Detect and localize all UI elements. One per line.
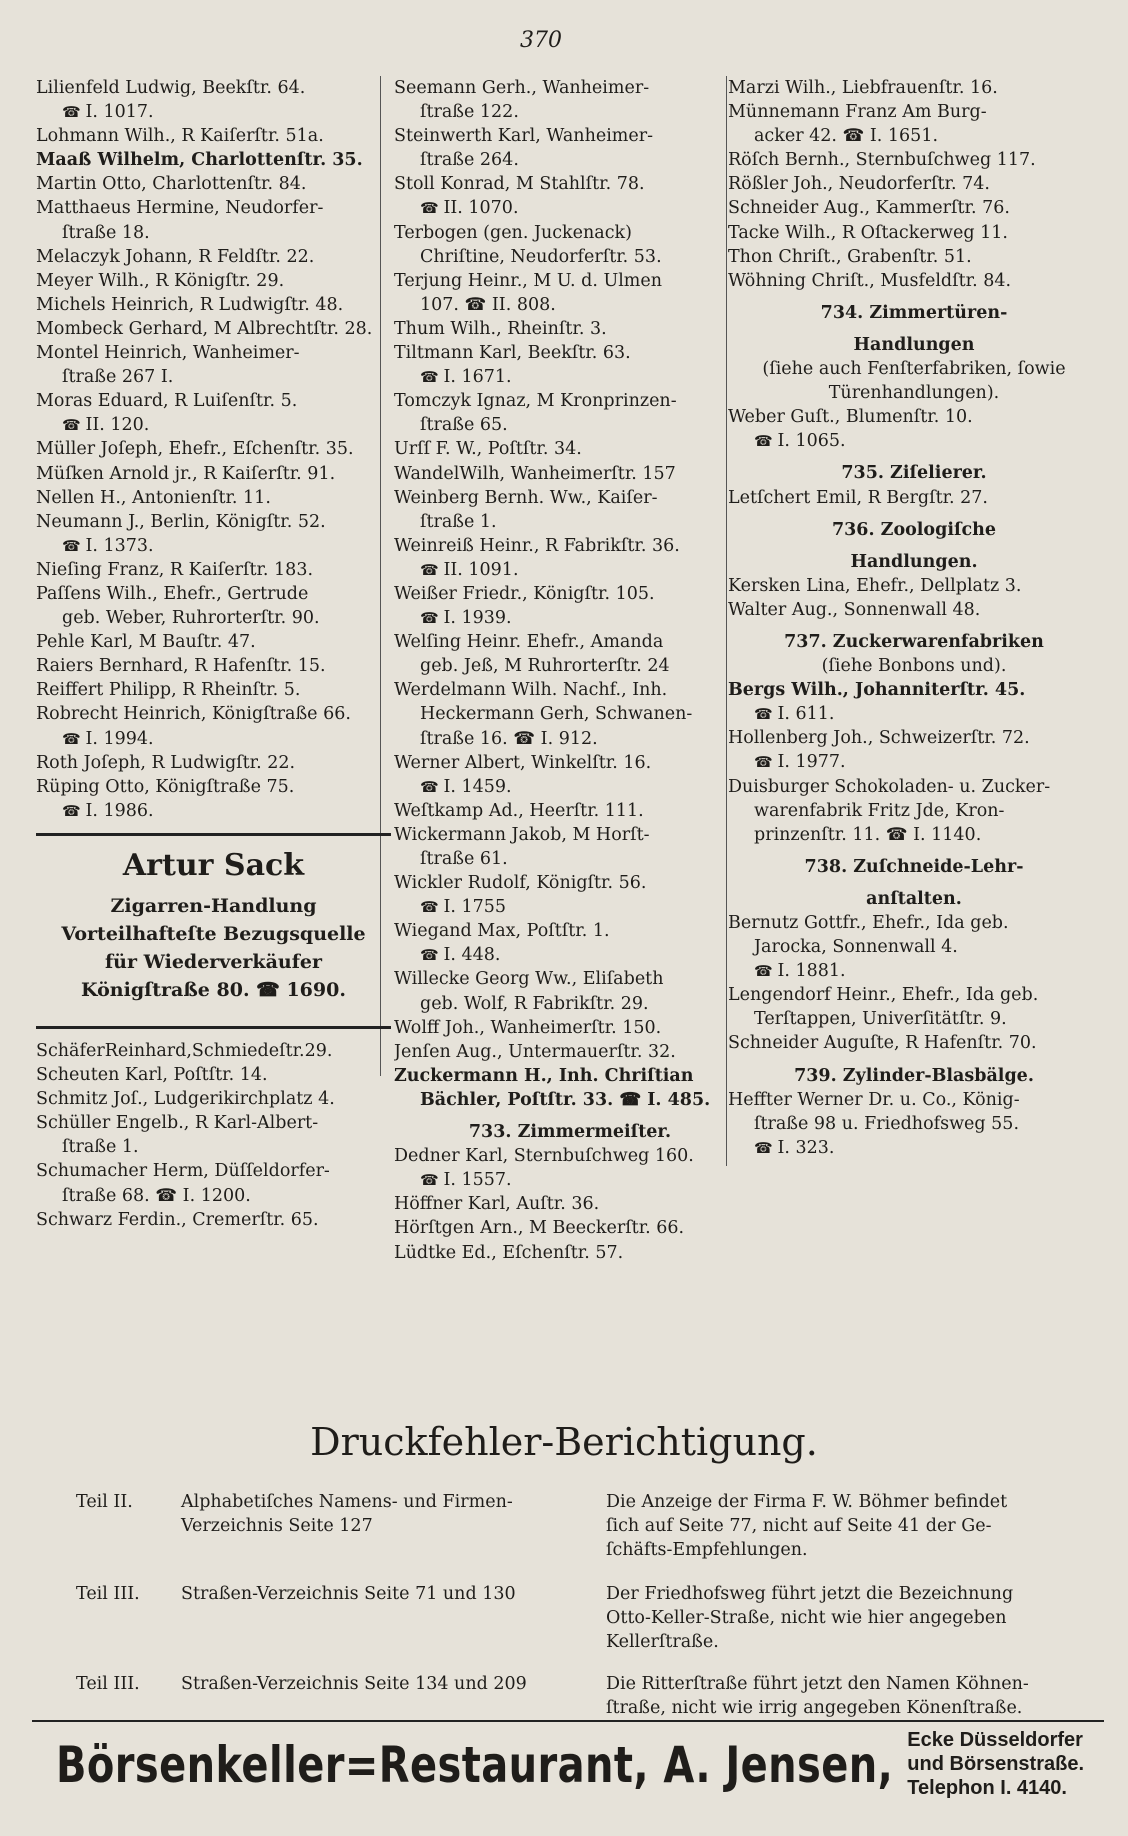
directory-entry: acker 42. ☎ I. 1651. <box>754 126 939 147</box>
directory-entry: Schumacher Herm, Düſſeldorfer- <box>36 1161 330 1182</box>
directory-entry: Höffner Karl, Auſtr. 36. <box>394 1194 600 1215</box>
column-1 <box>36 76 391 1232</box>
directory-entry: Matthaeus Hermine, Neudorfer- <box>36 198 324 219</box>
directory-entry: Tiltmann Karl, Beekſtr. 63. <box>394 343 631 364</box>
directory-entry: Nellen H., Antonienſtr. 11. <box>36 487 271 508</box>
telephone-entry: ☎ I. 1459. <box>394 775 746 799</box>
directory-entry: (ſiehe auch Fenſterfabriken, ſowie <box>762 359 1066 380</box>
directory-entry: Duisburger Schokoladen- u. Zucker- <box>728 776 1051 797</box>
directory-entry: Nieſing Franz, R Kaiſerſtr. 183. <box>36 559 314 580</box>
column-1-entries-continued <box>36 1039 391 1232</box>
directory-entry: Wickler Rudolf, Königſtr. 56. <box>394 873 647 894</box>
errata-reference <box>181 1582 641 1606</box>
telephone-entry: ☎ I. 1881. <box>728 959 1100 983</box>
directory-entry: Scheuten Karl, Poſtſtr. 14. <box>36 1065 268 1086</box>
telephone-entry: ☎ I. 1977. <box>728 750 1100 774</box>
directory-entry: Weinreiß Heinr., R Fabrikſtr. 36. <box>394 535 680 556</box>
directory-entry: Robrecht Heinrich, Königſtraße 66. <box>36 704 351 725</box>
directory-entry: Werdelmann Wilh. Nachf., Inh. <box>394 680 668 701</box>
directory-entry: Lohmann Wilh., R Kaiſerſtr. 51a. <box>36 126 324 147</box>
section-heading: 736. Zoologiſche <box>831 519 997 540</box>
errata-reference <box>181 1672 641 1696</box>
section-heading: 734. Zimmertüren- <box>820 302 1008 323</box>
ad-title: Artur Sack <box>122 847 305 883</box>
section-heading: 735. Ziſelierer. <box>841 463 987 484</box>
directory-entry: Schüller Engelb., R Karl-Albert- <box>36 1113 319 1134</box>
directory-entry: Terjung Heinr., M U. d. Ulmen <box>394 270 663 291</box>
directory-entry: Montel Heinrich, Wanheimer- <box>36 343 300 364</box>
directory-entry: Thum Wilh., Rheinſtr. 3. <box>394 318 607 339</box>
directory-entry: Schneider Aug., Kammerſtr. 76. <box>728 198 1010 219</box>
directory-entry: Tomczyk Ignaz, M Kronprinzen- <box>394 391 677 412</box>
directory-entry: ſtraße 264. <box>420 150 519 171</box>
telephone-entry: ☎ I. 1017. <box>36 100 391 124</box>
ad-line: Zigarren-Handlung <box>110 895 317 917</box>
section-heading: 737. Zuckerwarenfabriken <box>784 631 1044 652</box>
telephone-entry: ☎ I. 323. <box>728 1136 1100 1160</box>
directory-entry: Wickermann Jakob, M Horſt- <box>394 824 650 845</box>
telephone-entry: ☎ I. 1373. <box>36 534 391 558</box>
errata-reference-line: Straßen-Verzeichnis Seite 134 und 209 <box>181 1674 527 1694</box>
directory-entry: ſtraße 122. <box>420 102 519 123</box>
errata-correction-line: Otto-Keller-Straße, nicht wie hier angegeben <box>606 1608 1007 1628</box>
section-heading: anſtalten. <box>866 888 962 909</box>
directory-entry: ſtraße 1. <box>62 1137 139 1158</box>
errata-correction <box>606 1672 1106 1720</box>
directory-entry: Weſtkamp Ad., Heerſtr. 111. <box>394 800 644 821</box>
column-3-entries <box>728 76 1100 1160</box>
directory-entry: Weinberg Bernh. Ww., Kaiſer- <box>394 487 658 508</box>
directory-entry: Stoll Konrad, M Stahlſtr. 78. <box>394 174 645 195</box>
footer-address-line: Ecke Düsseldorfer <box>907 1729 1083 1751</box>
directory-entry: Schwarz Ferdin., Cremerſtr. 65. <box>36 1209 319 1230</box>
errata-title: Druckfehler-Berichtigung. <box>310 1420 818 1464</box>
errata-correction-line: ſchäfts-Empfehlungen. <box>606 1540 808 1560</box>
directory-entry: ſtraße 1. <box>420 511 497 532</box>
errata-correction-line: ſich auf Seite 77, nicht auf Seite 41 der Ge- <box>606 1516 992 1536</box>
directory-entry: Meyer Wilh., R Königſtr. 29. <box>36 270 285 291</box>
page-number: 370 <box>520 28 562 53</box>
telephone-entry: ☎ I. 1671. <box>394 365 746 389</box>
directory-entry: ſtraße 98 u. Friedhofsweg 55. <box>754 1113 1020 1134</box>
directory-entry: Maaß Wilhelm, Charlottenſtr. 35. <box>36 150 363 171</box>
directory-entry: Neumann J., Berlin, Königſtr. 52. <box>36 511 326 532</box>
directory-entry: geb. Jeß, M Ruhrorterſtr. 24 <box>420 656 670 677</box>
directory-entry: Wiegand Max, Poſtſtr. 1. <box>394 921 610 942</box>
directory-entry: Letſchert Emil, R Bergſtr. 27. <box>728 487 988 508</box>
directory-entry: Raiers Bernhard, R Hafenſtr. 15. <box>36 656 326 677</box>
ad-line: Vorteilhafteſte Bezugsquelle <box>61 923 366 945</box>
telephone-entry: ☎ I. 1755 <box>394 895 746 919</box>
directory-entry: Welſing Heinr. Ehefr., Amanda <box>394 632 664 653</box>
directory-entry: Terſtappen, Univerſitätſtr. 9. <box>754 1009 1007 1030</box>
errata-reference-line: Straßen-Verzeichnis Seite 71 und 130 <box>181 1584 516 1604</box>
directory-entry: Seemann Gerh., Wanheimer- <box>394 78 650 98</box>
directory-entry: ſtraße 18. <box>62 222 150 243</box>
directory-entry: Marzi Wilh., Liebfrauenſtr. 16. <box>728 78 998 98</box>
telephone-entry: ☎ I. 1065. <box>728 429 1100 453</box>
telephone-entry: ☎ II. 1070. <box>394 196 746 220</box>
directory-entry: warenfabrik Fritz Jde, Kron- <box>754 800 1005 821</box>
errata-part: Teil III. <box>76 1584 140 1604</box>
telephone-entry: ☎ I. 1986. <box>36 799 391 823</box>
errata-correction <box>606 1582 1106 1654</box>
directory-entry: Müſken Arnold jr., R Kaiſerſtr. 91. <box>36 463 336 484</box>
directory-entry: Reiffert Philipp, R Rheinſtr. 5. <box>36 680 301 701</box>
directory-entry: Schmitz Joſ., Ludgerikirchplatz 4. <box>36 1089 335 1110</box>
telephone-entry: ☎ II. 120. <box>36 413 391 437</box>
telephone-entry: ☎ II. 1091. <box>394 558 746 582</box>
telephone-entry: ☎ I. 448. <box>394 943 746 967</box>
section-heading: 738. Zuſchneide-Lehr- <box>804 856 1024 877</box>
section-heading: Handlungen <box>853 334 975 355</box>
directory-entry: Walter Aug., Sonnenwall 48. <box>728 599 981 620</box>
column-2 <box>394 76 746 1265</box>
directory-entry: Hörſtgen Arn., M Beeckerſtr. 66. <box>394 1218 685 1239</box>
directory-entry: Müller Joſeph, Ehefr., Eſchenſtr. 35. <box>36 439 354 460</box>
directory-entry: ſtraße 61. <box>420 849 508 869</box>
errata-correction-line: Der Friedhofsweg führt jetzt die Bezeichnung <box>606 1584 1014 1604</box>
directory-entry: Roth Joſeph, R Ludwigſtr. 22. <box>36 752 296 773</box>
directory-entry: geb. Weber, Ruhrorterſtr. 90. <box>62 608 320 629</box>
directory-entry: Paſſens Wilh., Ehefr., Gertrude <box>36 583 309 604</box>
directory-entry: WandelWilh, Wanheimerſtr. 157 <box>394 463 676 484</box>
directory-entry: Weißer Friedr., Königſtr. 105. <box>394 583 655 604</box>
errata-part: Teil III. <box>76 1674 140 1694</box>
telephone-entry: ☎ I. 611. <box>728 702 1100 726</box>
directory-entry: Jarocka, Sonnenwall 4. <box>754 937 958 958</box>
directory-entry: Werner Albert, Winkelſtr. 16. <box>394 752 652 773</box>
directory-entry: ſtraße 267 I. <box>62 367 174 388</box>
directory-entry: Zuckermann H., Inh. Chriſtian <box>394 1065 694 1086</box>
directory-entry: Kersken Lina, Ehefr., Dellplatz 3. <box>728 575 1022 596</box>
errata-correction-line: Die Ritterſtraße führt jetzt den Namen Köhnen- <box>606 1674 1029 1694</box>
errata-reference-line: Alphabetiſches Namens- und Firmen- <box>181 1492 513 1512</box>
ad-line: Königſtraße 80. ☎ 1690. <box>81 979 346 1001</box>
directory-entry: Lilienfeld Ludwig, Beekſtr. 64. <box>36 78 306 98</box>
directory-entry: Türenhandlungen). <box>828 383 1000 404</box>
directory-entry: Jenſen Aug., Untermauerſtr. 32. <box>394 1041 676 1062</box>
directory-entry: Schneider Auguſte, R Hafenſtr. 70. <box>728 1033 1037 1054</box>
directory-entry: Heffter Werner Dr. u. Co., König- <box>728 1089 1020 1110</box>
directory-entry: Thon Chriſt., Grabenſtr. 51. <box>728 246 972 267</box>
directory-entry: ſtraße 16. ☎ I. 912. <box>420 728 598 749</box>
directory-entry: Wöhning Chriſt., Musfeldſtr. 84. <box>728 270 1012 291</box>
errata-correction-line: ſtraße, nicht wie irrig angegeben Könenſtraße. <box>606 1698 1023 1718</box>
errata-part: Teil II. <box>76 1492 133 1512</box>
directory-entry: Rößler Joh., Neudorferſtr. 74. <box>728 174 990 195</box>
directory-entry: Dedner Karl, Sternbuſchweg 160. <box>394 1146 694 1167</box>
column-1-entries <box>36 76 391 823</box>
directory-entry: Steinwerth Karl, Wanheimer- <box>394 126 654 147</box>
directory-entry: (ſiehe Bonbons und). <box>821 656 1007 677</box>
footer-restaurant-name: Börsenkeller=Restaurant, A. Jensen, <box>56 1736 894 1794</box>
directory-entry: Hollenberg Joh., Schweizerſtr. 72. <box>728 728 1030 749</box>
directory-entry: Tacke Wilh., R Oſtackerweg 11. <box>728 222 1008 243</box>
column-3 <box>728 76 1100 1160</box>
directory-entry: Lengendorf Heinr., Ehefr., Ida geb. <box>728 985 1039 1006</box>
directory-entry: Terbogen (gen. Juckenack) <box>394 222 632 243</box>
footer-address-line: und Börsenstraße. <box>907 1753 1084 1775</box>
directory-entry: Willecke Georg Ww., Eliſabeth <box>394 969 664 990</box>
directory-entry: Bergs Wilh., Johanniterſtr. 45. <box>728 680 1026 701</box>
section-heading: 739. Zylinder-Blasbälge. <box>794 1065 1034 1086</box>
telephone-entry: ☎ I. 1994. <box>36 727 391 751</box>
errata-correction-line: Kellerſtraße. <box>606 1632 719 1652</box>
telephone-entry: ☎ I. 1557. <box>394 1168 746 1192</box>
footer-advertisement <box>32 1720 1104 1820</box>
errata-correction <box>606 1490 1106 1562</box>
advertisement-box <box>36 833 391 1029</box>
directory-entry: Pehle Karl, M Bauſtr. 47. <box>36 632 256 653</box>
directory-entry: Heckermann Gerh, Schwanen- <box>420 704 693 725</box>
directory-entry: prinzenſtr. 11. ☎ I. 1140. <box>754 824 982 845</box>
footer-address <box>907 1728 1084 1800</box>
directory-entry: Martin Otto, Charlottenſtr. 84. <box>36 174 307 195</box>
column-2-entries <box>394 76 746 1265</box>
section-heading: 733. Zimmermeiſter. <box>468 1122 672 1143</box>
ad-line: für Wiederverkäufer <box>104 951 322 973</box>
footer-address-line: Telephon I. 4140. <box>907 1777 1067 1799</box>
errata-correction-line: Die Anzeige der Firma F. W. Böhmer befindet <box>606 1492 1008 1512</box>
directory-entry: Röſch Bernh., Sternbuſchweg 117. <box>728 150 1036 171</box>
directory-entry: Bächler, Poſtſtr. 33. ☎ I. 485. <box>420 1089 711 1110</box>
directory-entry: Lüdtke Ed., Eſchenſtr. 57. <box>394 1242 624 1263</box>
directory-entry: Mombeck Gerhard, M Albrechtſtr. 28. <box>36 318 373 339</box>
directory-entry: Urſſ F. W., Poſtſtr. 34. <box>394 439 582 460</box>
errata-reference-line: Verzeichnis Seite 127 <box>181 1516 373 1536</box>
telephone-entry: ☎ I. 1939. <box>394 606 746 630</box>
directory-entry: Melaczyk Johann, R Feldſtr. 22. <box>36 246 315 267</box>
directory-entry: Bernutz Gottfr., Ehefr., Ida geb. <box>728 913 1009 933</box>
directory-entry: Rüping Otto, Königſtraße 75. <box>36 776 295 797</box>
directory-entry: geb. Wolf, R Fabrikſtr. 29. <box>420 993 649 1014</box>
directory-entry: ſtraße 68. ☎ I. 1200. <box>62 1185 251 1206</box>
directory-entry: Wolff Joh., Wanheimerſtr. 150. <box>394 1017 662 1038</box>
section-heading: Handlungen. <box>850 551 978 572</box>
directory-entry: 107. ☎ II. 808. <box>420 294 556 315</box>
directory-entry: Michels Heinrich, R Ludwigſtr. 48. <box>36 294 344 315</box>
directory-entry: Moras Eduard, R Luiſenſtr. 5. <box>36 391 298 412</box>
errata-reference <box>181 1490 641 1538</box>
directory-entry: Chriſtine, Neudorferſtr. 53. <box>420 246 662 267</box>
directory-entry: Münnemann Franz Am Burg- <box>728 102 987 123</box>
directory-entry: ſtraße 65. <box>420 415 508 436</box>
directory-entry: SchäferReinhard,Schmiedeſtr.29. <box>36 1041 333 1061</box>
directory-entry: Weber Guſt., Blumenſtr. 10. <box>728 407 973 428</box>
